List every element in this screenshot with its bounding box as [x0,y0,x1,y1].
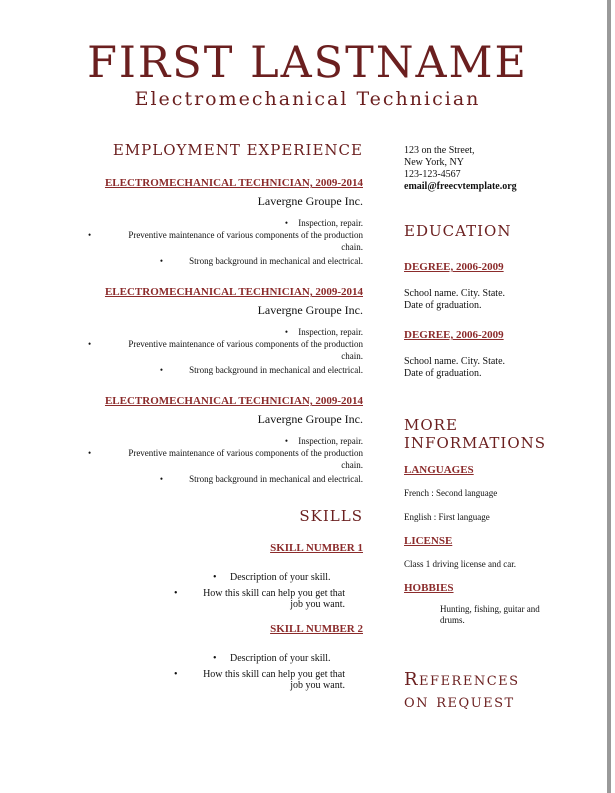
hobbies-text: Hunting, fishing, guitar and drums. [440,604,540,625]
company-name: Lavergne Groupe Inc. [257,194,363,208]
job-entry [80,395,363,485]
list-item: • Preventive maintenance of various components of the production chain. [88,448,363,470]
degree-title: DEGREE, 2006-2009 [404,329,504,341]
school-line: School name. City. State. [404,288,506,299]
skills-heading: SKILLS [299,507,363,525]
skill-entry [180,542,363,554]
skill-title: SKILL NUMBER 2 [270,623,363,635]
skill-entry [180,623,363,635]
skill-bullets [174,653,350,691]
hobbies-title: HOBBIES [404,582,454,594]
list-item: • Inspection, repair. [284,327,363,337]
candidate-name: FIRST LASTNAME [87,38,528,88]
references-heading: References on request [404,669,520,712]
license-title: LICENSE [404,535,453,547]
school-line: School name. City. State. [404,356,506,367]
candidate-title: Electromechanical Technician [134,88,481,110]
list-item: • Description of your skill. [213,653,331,664]
job-entry [80,286,363,376]
list-item: • Inspection, repair. [284,218,363,228]
more-info-heading: MORE INFORMATIONS [404,416,547,452]
more-info-block [404,465,584,626]
list-item: • Preventive maintenance of various components of the production chain. [88,339,363,361]
job-entry [80,177,363,267]
degree-entry [404,261,584,312]
email-link[interactable]: email@freecvtemplate.org [404,181,517,192]
company-name: Lavergne Groupe Inc. [257,412,363,426]
job-title: ELECTROMECHANICAL TECHNICIAN, 2009-2014 [104,177,363,189]
languages-title: LANGUAGES [404,464,474,476]
degree-title: DEGREE, 2006-2009 [404,261,504,273]
phone: 123-123-4567 [404,169,461,180]
street: 123 on the Street, [404,145,475,156]
list-item: • Strong background in mechanical and electrical. [159,474,363,484]
list-item: • How this skill can help you get that job you want. [174,669,345,691]
language-item: French : Second language [404,488,498,498]
list-item: • Strong background in mechanical and electrical. [159,365,363,375]
list-item: • Inspection, repair. [284,436,363,446]
job-title: ELECTROMECHANICAL TECHNICIAN, 2009-2014 [104,286,363,298]
graduation-line: Date of graduation. [404,368,482,379]
contact-block [404,145,584,193]
city: New York, NY [404,157,465,168]
list-item: • Preventive maintenance of various components of the production chain. [88,230,363,252]
license-text: Class 1 driving license and car. [404,559,516,569]
graduation-line: Date of graduation. [404,300,482,311]
company-name: Lavergne Groupe Inc. [257,303,363,317]
degree-entry [404,329,584,380]
list-item: • Strong background in mechanical and electrical. [159,256,363,266]
employment-heading: EMPLOYMENT EXPERIENCE [112,141,363,159]
list-item: • How this skill can help you get that job you want. [174,588,345,610]
skill-title: SKILL NUMBER 1 [270,542,363,554]
education-heading: EDUCATION [404,222,512,240]
language-item: English : First language [404,512,490,522]
list-item: • Description of your skill. [213,572,331,583]
job-title: ELECTROMECHANICAL TECHNICIAN, 2009-2014 [104,395,363,407]
skill-bullets [174,572,350,610]
